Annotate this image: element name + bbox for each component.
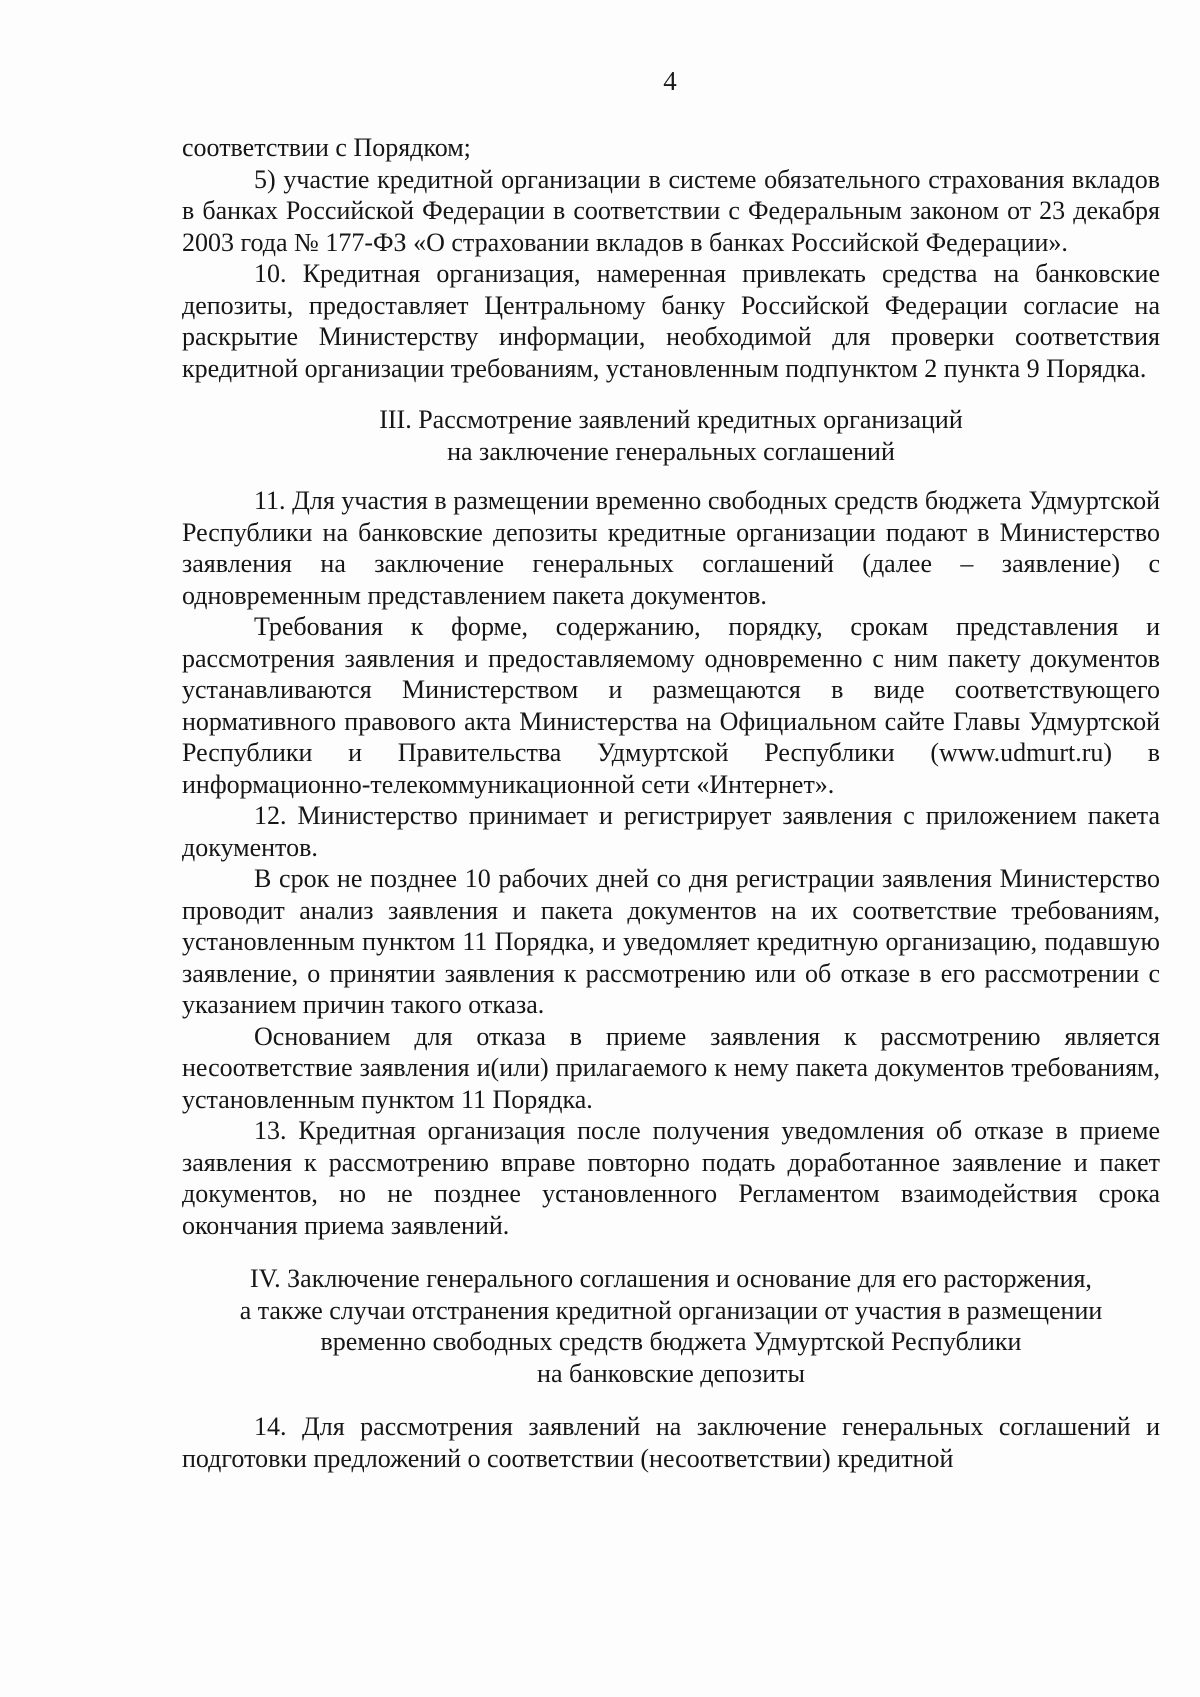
page-number: 4: [663, 66, 677, 96]
paragraph-14: 14. Для рассмотрения заявлений на заключение генеральных соглашений и подготовки предложений о соответствии (несоответствии) кредитной: [182, 1412, 1160, 1473]
paragraph-11: 11. Для участия в размещении временно свободных средств бюджета Удмуртской Республики на банковские депозиты кредитные организации подают в Министерство заявления на заключение генеральных соглашений (далее – заявление) с одновременным представлением пакета документов.: [182, 486, 1160, 610]
section-heading-iv-line-4: на банковские депозиты: [537, 1358, 805, 1388]
paragraph-12-term: В срок не позднее 10 рабочих дней со дня регистрации заявления Министерство проводит анализ заявления и пакета документов на их соответствие требованиям, установленным пунктом 11 Порядка, и уведомляет кредитную организацию, подавшую заявление, о принятии заявления к рассмотрению или об отказе в его рассмотрении с указанием причин такого отказа.: [182, 864, 1160, 1019]
paragraph-12: 12. Министерство принимает и регистрирует заявления с приложением пакета документов.: [182, 801, 1160, 862]
paragraph-item-5: 5) участие кредитной организации в системе обязательного страхования вкладов в банках Российской Федерации в соответствии с Федеральным законом от 23 декабря 2003 года № 177-ФЗ «О страховании вкладов в банках Российской Федерации».: [182, 164, 1160, 257]
section-heading-iv-line-3: временно свободных средств бюджета Удмуртской Республики: [320, 1327, 1022, 1356]
section-heading-iii: [182, 404, 1160, 467]
paragraph-12-refusal: Основанием для отказа в приеме заявления к рассмотрению является несоответствие заявления и(или) прилагаемого к нему пакета документов требованиям, установленным пунктом 11 Порядка.: [182, 1021, 1160, 1114]
section-heading-iii-line-2: на заключение генеральных соглашений: [447, 436, 895, 466]
section-heading-iv-line-1: IV. Заключение генерального соглашения и основание для его расторжения,: [250, 1264, 1092, 1293]
paragraph-continuation: соответствии с Порядком;: [182, 133, 471, 162]
section-heading-iii-line-1: III. Рассмотрение заявлений кредитных организаций: [379, 405, 963, 434]
section-heading-iv-line-2: а также случаи отстранения кредитной организации от участия в размещении: [239, 1295, 1103, 1325]
section-heading-iv: [182, 1263, 1160, 1389]
paragraph-11-requirements: Требования к форме, содержанию, порядку, срокам представления и рассмотрения заявления и предоставляемому одновременно с ним пакету документов устанавливаются Министерством и размещаются в виде соответствующего нормативного правового акта Министерства на Официальном сайте Главы Удмуртской Республики и Правительства Удмуртской Республики (www.udmurt.ru) в информационно-телекоммуникационной сети «Интернет».: [182, 612, 1160, 799]
paragraph-10: 10. Кредитная организация, намеренная привлекать средства на банковские депозиты, предоставляет Центральному банку Российской Федерации согласие на раскрытие Министерству информации, необходимой для проверки соответствия кредитной организации требованиям, установленным подпунктом 2 пункта 9 Порядка.: [182, 259, 1160, 383]
paragraph-13: 13. Кредитная организация после получения уведомления об отказе в приеме заявления к рассмотрению вправе повторно подать доработанное заявление и пакет документов, но не позднее установленного Регламентом взаимодействия срока окончания приема заявлений.: [182, 1116, 1160, 1240]
document-body: [182, 132, 1160, 1474]
